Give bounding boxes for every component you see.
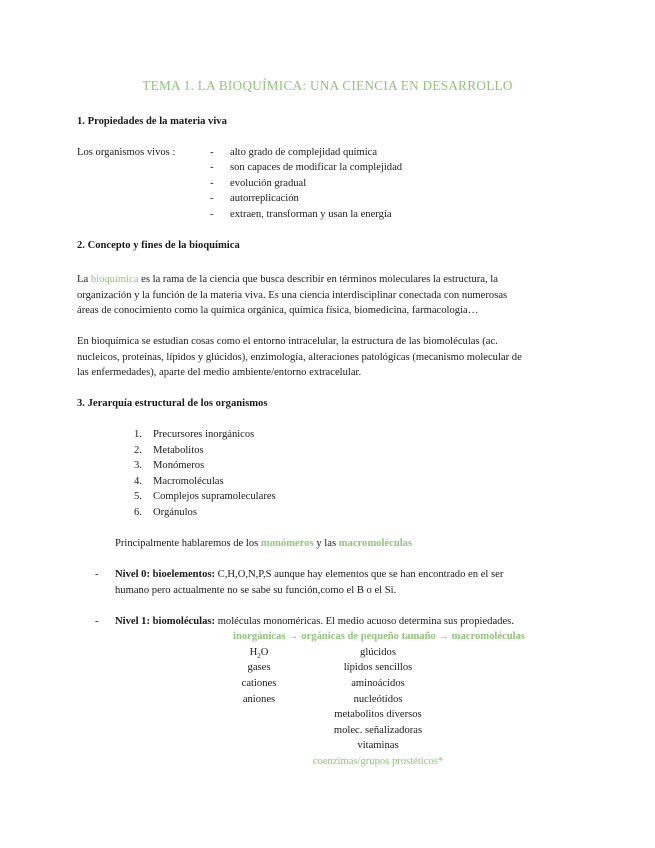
scope-line-2: nucleicos, proteínas, lípidos y glúcidos), enzimología, alteraciones patológicas (mecanismo molecular de <box>77 351 522 363</box>
property-dash: - <box>210 193 214 204</box>
section-1-heading: 1. Propiedades de la materia viva <box>77 116 227 127</box>
hierarchy-item: Orgánulos <box>153 507 197 518</box>
page-title: TEMA 1. LA BIOQUÍMICA: UNA CIENCIA EN DESARROLLO <box>142 78 513 93</box>
water-sub: 2 <box>257 652 261 661</box>
level-0-label: Nivel 0: bioelementos: <box>115 569 216 580</box>
property-item: alto grado de complejidad química <box>230 147 378 158</box>
level-0-dash: - <box>95 569 99 580</box>
organic-item: glúcidos <box>360 647 396 658</box>
property-item: son capaces de modificar la complejidad <box>230 162 403 173</box>
organic-item: lípidos sencillos <box>343 662 413 673</box>
water-formula <box>226 647 292 660</box>
property-dash: - <box>210 162 214 173</box>
main-topics-line <box>115 538 412 549</box>
hierarchy-number: 1. <box>134 429 142 440</box>
hierarchy-number: 4. <box>134 476 142 487</box>
scope-line-3: las enfermedades), aparte del medio ambiente/entorno extracelular. <box>77 367 362 378</box>
level-1-label: Nivel 1: biomoléculas: <box>115 616 216 627</box>
definition-line-1: es la rama de la ciencia que busca describir en términos moleculares la estructura, la <box>138 274 498 285</box>
water-o: O <box>260 647 269 658</box>
macromoleculas-term: macromoléculas <box>338 538 413 549</box>
property-item: autorreplicación <box>230 193 299 204</box>
hierarchy-item: Complejos supramoleculares <box>153 491 276 502</box>
definition-line-3: áreas de conocimiento como la química orgánica, química física, biomedicina, farmacología… <box>77 305 479 316</box>
property-dash: - <box>210 209 214 220</box>
definition-pre: La <box>77 274 91 285</box>
hierarchy-item: Monómeros <box>153 460 205 471</box>
organic-item: aminoácidos <box>351 678 405 689</box>
main-topics-pre: Principalmente hablaremos de los <box>115 538 261 549</box>
scope-line-1: En bioquímica se estudian cosas como el entorno intracelular, la estructura de las biomoléculas (ac. <box>77 336 498 347</box>
level-0-line-2: humano pero actualmente no se sabe su función,como el B o el Si. <box>115 585 397 596</box>
inorganic-item: cationes <box>241 678 277 689</box>
hierarchy-item: Precursores inorgánicos <box>153 429 255 440</box>
organic-item: molec. señalizadoras <box>333 725 423 736</box>
property-item: extraen, transforman y usan la energía <box>230 209 392 220</box>
property-item: evolución gradual <box>230 178 307 189</box>
organisms-lead: Los organismos vivos : <box>77 147 176 158</box>
definition-line-2: organización y la función de la materia viva. Es una ciencia interdisciplinar conectada con numerosas <box>77 289 508 301</box>
section-2-heading: 2. Concepto y fines de la bioquímica <box>77 240 240 251</box>
level-1-line <box>115 616 514 627</box>
inorganic-item: aniones <box>242 694 276 705</box>
hierarchy-number: 2. <box>134 445 142 456</box>
organic-item: nucleótidos <box>353 694 403 705</box>
organic-item: vitaminas <box>357 740 399 751</box>
monomeros-term: monómeros <box>260 538 314 549</box>
hierarchy-item: Macromoléculas <box>153 476 224 487</box>
inorganic-item: gases <box>247 662 271 673</box>
hierarchy-number: 6. <box>134 507 142 518</box>
level-0-line-1 <box>115 569 503 580</box>
flow-line: inorgánicas → orgánicas de pequeño tamaño → macromoléculas <box>233 631 526 642</box>
bioquimica-term: bioquímica <box>90 274 139 285</box>
hierarchy-number: 3. <box>134 460 142 471</box>
section-3-heading: 3. Jerarquía estructural de los organismos <box>77 398 268 409</box>
hierarchy-number: 5. <box>134 491 142 502</box>
main-topics-mid: y las <box>313 538 339 549</box>
water-h: H <box>249 647 258 658</box>
level-0-text: C,H,O,N,P,S aunque hay elementos que se han encontrado en el ser <box>215 569 504 580</box>
property-dash: - <box>210 178 214 189</box>
organic-item: metabolitos diversos <box>334 709 422 720</box>
coenzymes-item: coenzimas/grupos prostéticos* <box>312 756 444 767</box>
level-1-text: moléculas monoméricas. El medio acuoso determina sus propiedades. <box>215 616 514 627</box>
scope-paragraph <box>77 334 577 381</box>
hierarchy-item: Metabolitos <box>153 445 204 456</box>
property-dash: - <box>210 147 214 158</box>
definition-paragraph <box>77 272 577 319</box>
level-1-dash: - <box>95 616 99 627</box>
